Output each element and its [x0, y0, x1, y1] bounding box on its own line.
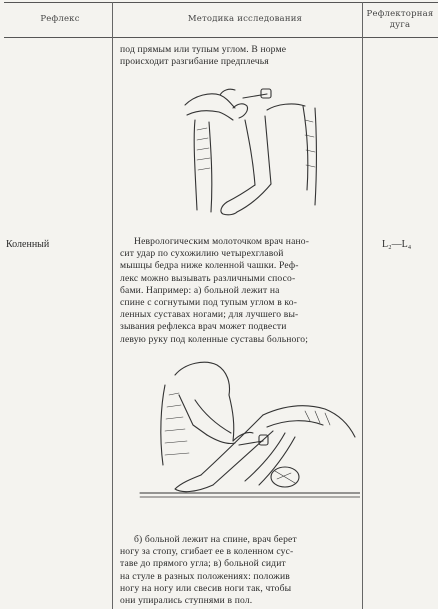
text-line: они упирались ступнями в пол. [120, 595, 253, 607]
column-divider-left [112, 2, 113, 609]
header-arc-line1: Рефлекторная [366, 9, 434, 19]
header-arc-line2: дуга [389, 20, 411, 30]
text-line: Неврологическим молоточком врач нано- [134, 236, 310, 247]
text-line: лекс можно вызывать различными спосо- [120, 272, 296, 284]
reflex-name: Коленный [6, 239, 50, 250]
elbow-reflex-illustration [175, 80, 325, 220]
header-reflex: Рефлекс [40, 14, 80, 24]
text-line: под прямым или тупым углом. В норме [120, 44, 287, 55]
text-line: на стуле в разных положениях: положив [120, 570, 290, 582]
text-line: бами. Например: а) больной лежит на [120, 284, 280, 296]
knee-reflex-drawing [135, 355, 360, 505]
header-bottom-rule [4, 37, 438, 38]
knee-reflex-illustration [135, 355, 360, 505]
text-line: спине с согнутыми под тупым углом в ко- [120, 297, 298, 309]
header-method: Методика исследования [187, 14, 303, 24]
text-line: левую руку под коленные суставы больного; [120, 333, 309, 345]
text-line: б) больной лежит на спине, врач берет [134, 534, 297, 545]
text-line: сит удар по сухожилию четырехглавой [120, 248, 284, 260]
text-line: зывания рефлекса врач может подвести [120, 321, 287, 333]
text-line: мышцы бедра ниже коленной чашки. Реф- [120, 260, 299, 272]
text-line: таве до прямого угла; в) больной сидит [120, 558, 286, 570]
reflex-arc: L₂—L₄ [382, 239, 412, 250]
method-paragraph-b [120, 534, 358, 607]
text-line: ногу за стопу, сгибает ее в коленном сус- [120, 546, 294, 558]
text-line: происходит разгибание предплечья [120, 56, 269, 68]
top-block-text [120, 44, 356, 68]
text-line: ногу на ногу или свесив ноги так, чтобы [120, 582, 292, 594]
text-line: ленных суставах ногами; для лучшего вы- [120, 309, 299, 321]
column-divider-right [362, 2, 363, 609]
header-top-rule [4, 2, 438, 3]
method-paragraph-a [120, 236, 358, 346]
elbow-reflex-drawing [175, 80, 325, 220]
